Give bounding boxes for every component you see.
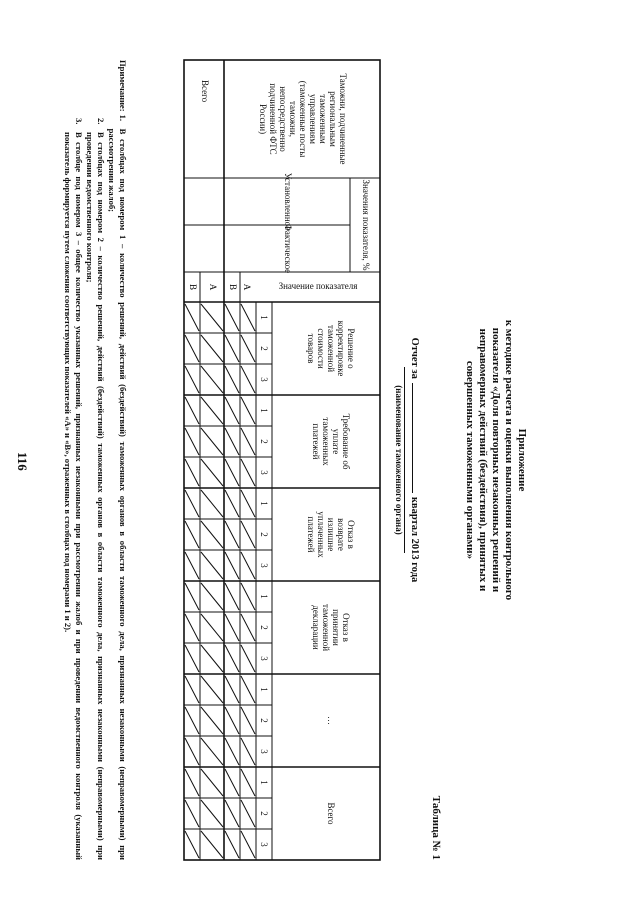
cell-diagonal bbox=[201, 738, 223, 765]
cell-diagonal bbox=[185, 583, 199, 610]
authority-caption: (наименование таможенного органа) bbox=[394, 367, 405, 552]
rotated-page bbox=[0, 60, 528, 860]
cell-diagonal bbox=[241, 521, 255, 548]
cell-diagonal bbox=[201, 521, 223, 548]
appendix-line: совершенных таможенными органами» bbox=[464, 360, 476, 560]
note-number: 1. bbox=[118, 114, 128, 122]
cell-diagonal bbox=[201, 366, 223, 393]
authority-caption-row bbox=[394, 60, 404, 860]
note-number: 3. bbox=[74, 118, 84, 125]
group-header: Решение окорректировкетаможеннойстоимоститоваров bbox=[305, 320, 356, 377]
cell-diagonal bbox=[185, 831, 199, 858]
cell-diagonal bbox=[225, 428, 239, 455]
value-group-header: Значения показателя, % bbox=[360, 179, 371, 271]
cell-diagonal bbox=[225, 304, 239, 331]
cell-diagonal bbox=[225, 614, 239, 641]
subcol-number: 3 bbox=[258, 563, 269, 568]
cell-diagonal bbox=[185, 304, 199, 331]
cell-diagonal bbox=[241, 614, 255, 641]
subcol-number: 3 bbox=[258, 470, 269, 475]
customs-header: Таможни, подчиненныерегиональнымтаможеннымуправлениям(таможенные постытаможни,непосредственноподчиненной ФТСРоссии) bbox=[257, 73, 348, 165]
cell-diagonal bbox=[225, 583, 239, 610]
cell-diagonal bbox=[185, 707, 199, 734]
row-letter: В bbox=[227, 283, 238, 291]
appendix-line: к методике расчета и оценки выполнения контрольного bbox=[503, 319, 515, 601]
cell-diagonal bbox=[185, 738, 199, 765]
cell-diagonal bbox=[201, 645, 223, 672]
subcol-number: 2 bbox=[258, 625, 269, 630]
group-header: Требование обуплатетаможенныхплатежей bbox=[310, 413, 351, 470]
value-set-header: Установленное bbox=[282, 172, 293, 231]
cell-diagonal bbox=[185, 769, 199, 796]
subcol-number: 1 bbox=[258, 408, 269, 413]
subcol-number: 3 bbox=[258, 842, 269, 847]
cell-diagonal bbox=[241, 428, 255, 455]
cell-diagonal bbox=[185, 490, 199, 517]
cell-diagonal bbox=[201, 304, 223, 331]
cell-diagonal bbox=[225, 769, 239, 796]
cell-diagonal bbox=[241, 583, 255, 610]
cell-diagonal bbox=[225, 831, 239, 858]
cell-diagonal bbox=[225, 490, 239, 517]
cell-diagonal bbox=[225, 521, 239, 548]
subcol-number: 2 bbox=[258, 718, 269, 723]
row-letter: А bbox=[207, 283, 218, 291]
cell-diagonal bbox=[225, 707, 239, 734]
cell-diagonal bbox=[185, 335, 199, 362]
report-blank bbox=[412, 383, 413, 493]
report-period-line bbox=[409, 60, 420, 860]
cell-diagonal bbox=[241, 490, 255, 517]
cell-diagonal bbox=[225, 676, 239, 703]
table-number: Таблица № 1 bbox=[430, 795, 442, 860]
row-letter: А bbox=[241, 283, 252, 291]
subcol-number: 1 bbox=[258, 501, 269, 506]
cell-diagonal bbox=[241, 335, 255, 362]
group-header: Всего bbox=[325, 802, 336, 825]
note-text: В столбцах под номером 1 – количество решений, действий (бездействий) таможенных органов в области таможенного дела, признанных незаконными (неправомерными) при рассмотрении жалоб; bbox=[107, 128, 128, 860]
cell-diagonal bbox=[201, 397, 223, 424]
note-item bbox=[62, 60, 84, 860]
cell-diagonal bbox=[201, 490, 223, 517]
subcol-number: 1 bbox=[258, 687, 269, 692]
subcol-number: 3 bbox=[258, 656, 269, 661]
group-header: Отказ ввозвратеизлишнеуплаченныхплатежей bbox=[305, 511, 356, 558]
cell-diagonal bbox=[201, 614, 223, 641]
cell-diagonal bbox=[225, 459, 239, 486]
report-table bbox=[130, 60, 380, 860]
cell-diagonal bbox=[185, 552, 199, 579]
value-actual-header: Фактическое bbox=[282, 223, 293, 274]
cell-diagonal bbox=[201, 800, 223, 827]
subcol-number: 1 bbox=[258, 594, 269, 599]
cell-diagonal bbox=[185, 366, 199, 393]
note-item bbox=[84, 60, 106, 860]
cell-diagonal bbox=[225, 552, 239, 579]
document-header bbox=[394, 60, 528, 860]
cell-diagonal bbox=[185, 676, 199, 703]
cell-diagonal bbox=[241, 366, 255, 393]
note-text: В столбцах под номером 2 – количество решений, действий (бездействий) таможенных органов в области таможенного дела, признанных незаконными (неправомерными) при проведении ведомственного контроля; bbox=[85, 132, 106, 860]
cell-diagonal bbox=[201, 335, 223, 362]
cell-diagonal bbox=[241, 304, 255, 331]
subcol-number: 1 bbox=[258, 780, 269, 785]
page-number: 116 bbox=[15, 452, 30, 471]
cell-diagonal bbox=[185, 800, 199, 827]
cell-diagonal bbox=[225, 366, 239, 393]
appendix-line: показателя «Доля повторных незаконных решений и bbox=[490, 327, 502, 593]
report-suffix: квартал 2013 года bbox=[409, 496, 420, 583]
appendix-heading bbox=[463, 60, 528, 860]
subcol-number: 1 bbox=[258, 315, 269, 320]
cell-diagonal bbox=[185, 459, 199, 486]
cell-diagonal bbox=[225, 800, 239, 827]
subcol-number: 3 bbox=[258, 749, 269, 754]
appendix-line: Приложение bbox=[516, 428, 528, 492]
cell-diagonal bbox=[225, 397, 239, 424]
cell-diagonal bbox=[201, 707, 223, 734]
cell-diagonal bbox=[241, 831, 255, 858]
cell-diagonal bbox=[225, 335, 239, 362]
notes bbox=[62, 60, 128, 860]
cell-diagonal bbox=[241, 800, 255, 827]
row-letter: В bbox=[187, 283, 198, 291]
cell-diagonal bbox=[201, 676, 223, 703]
total-label: Всего bbox=[199, 80, 210, 103]
subcol-number: 2 bbox=[258, 811, 269, 816]
subcol-number: 2 bbox=[258, 532, 269, 537]
cell-diagonal bbox=[185, 645, 199, 672]
subcol-number: 2 bbox=[258, 346, 269, 351]
group-header: Отказ впринятиитаможеннойдекларации bbox=[310, 603, 351, 652]
cell-diagonal bbox=[241, 738, 255, 765]
cell-diagonal bbox=[201, 459, 223, 486]
cell-diagonal bbox=[201, 769, 223, 796]
appendix-line: неправомерных действий (бездействия), принятых и bbox=[477, 328, 489, 592]
cell-diagonal bbox=[201, 552, 223, 579]
cell-diagonal bbox=[225, 645, 239, 672]
cell-diagonal bbox=[241, 397, 255, 424]
subcol-number: 2 bbox=[258, 439, 269, 444]
cell-diagonal bbox=[241, 552, 255, 579]
cell-diagonal bbox=[241, 769, 255, 796]
cell-diagonal bbox=[185, 521, 199, 548]
cell-diagonal bbox=[201, 583, 223, 610]
note-item bbox=[106, 60, 128, 860]
notes-label: Примечание: bbox=[118, 60, 128, 112]
indicator-header: Значение показателя bbox=[278, 281, 358, 292]
cell-diagonal bbox=[241, 707, 255, 734]
cell-diagonal bbox=[201, 831, 223, 858]
note-number: 2. bbox=[96, 118, 106, 125]
cell-diagonal bbox=[241, 645, 255, 672]
cell-diagonal bbox=[241, 459, 255, 486]
cell-diagonal bbox=[241, 676, 255, 703]
cell-diagonal bbox=[185, 614, 199, 641]
subcol-number: 3 bbox=[258, 377, 269, 382]
note-text: В столбце под номером 3 – общее количество указанных решений, признанных незаконными при рассмотрении жалоб и при проведении ведомственного контроля (указанный показатель формируется путем сложения соответствующих показателей «А» и «В», отраженных в столбцах под номерами 1 и 2). bbox=[63, 132, 84, 860]
cell-diagonal bbox=[185, 397, 199, 424]
cell-diagonal bbox=[201, 428, 223, 455]
group-header: … bbox=[325, 716, 336, 725]
cell-diagonal bbox=[185, 428, 199, 455]
report-prefix: Отчет за bbox=[409, 337, 420, 379]
cell-diagonal bbox=[225, 738, 239, 765]
